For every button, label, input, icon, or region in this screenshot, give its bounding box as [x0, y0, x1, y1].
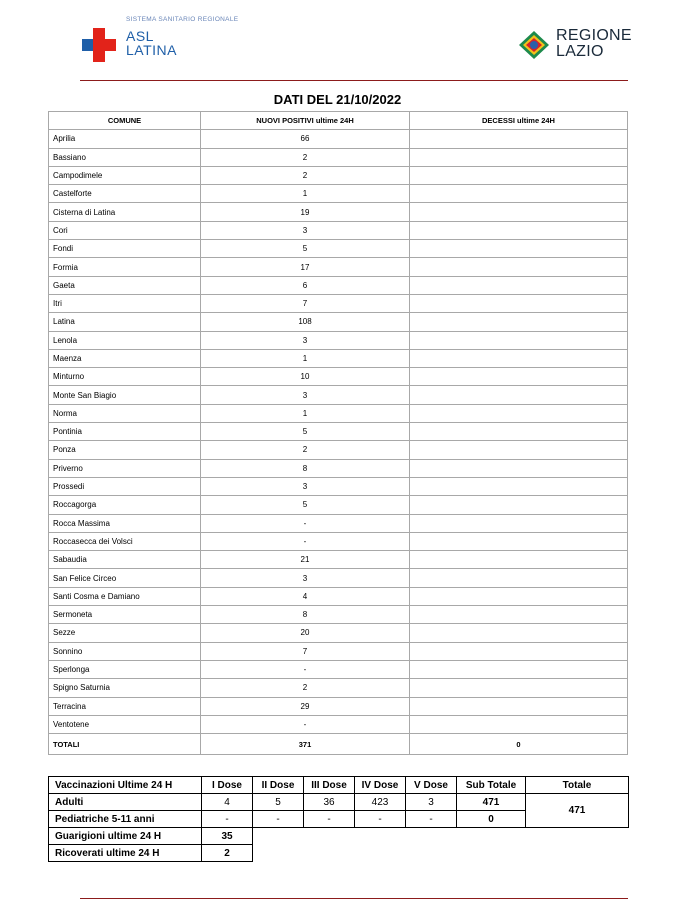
vax-adulti-dose1: 4	[202, 794, 253, 811]
positivi-cell: -	[201, 532, 410, 550]
table-row	[49, 477, 628, 495]
positivi-cell: 20	[201, 624, 410, 642]
guarigioni-label: Guarigioni ultime 24 H	[49, 828, 202, 845]
decessi-cell	[410, 587, 628, 605]
vax-header-dose1: I Dose	[202, 777, 253, 794]
positivi-cell: 1	[201, 404, 410, 422]
comune-cell: Fondi	[49, 240, 201, 258]
decessi-cell	[410, 130, 628, 148]
page-title: DATI DEL 21/10/2022	[273, 92, 402, 107]
vax-pediatriche-dose1: -	[202, 811, 253, 828]
vax-adulti-dose4: 423	[355, 794, 406, 811]
comune-cell: Roccagorga	[49, 496, 201, 514]
comune-cell: Itri	[49, 294, 201, 312]
positivi-cell: 7	[201, 642, 410, 660]
decessi-cell	[410, 258, 628, 276]
vax-pediatriche-dose2: -	[253, 811, 304, 828]
vax-header-dose5: V Dose	[406, 777, 457, 794]
lazio-emblem-icon	[518, 30, 550, 60]
table-row	[49, 404, 628, 422]
comune-cell: Gaeta	[49, 276, 201, 294]
table-row	[49, 148, 628, 166]
decessi-cell	[410, 532, 628, 550]
table-row	[49, 660, 628, 678]
table-row	[49, 130, 628, 148]
vax-adulti-label: Adulti	[49, 794, 202, 811]
decessi-cell	[410, 294, 628, 312]
comune-cell: Spigno Saturnia	[49, 679, 201, 697]
table-row	[49, 349, 628, 367]
table-row	[49, 587, 628, 605]
positivi-cell: 8	[201, 606, 410, 624]
comune-cell: Sperlonga	[49, 660, 201, 678]
table-row	[49, 386, 628, 404]
decessi-cell	[410, 477, 628, 495]
comune-cell: Maenza	[49, 349, 201, 367]
positivi-cell: 21	[201, 551, 410, 569]
decessi-cell	[410, 148, 628, 166]
comune-cell: San Felice Circeo	[49, 569, 201, 587]
positivi-table-body	[49, 130, 628, 755]
positivi-cell: 6	[201, 276, 410, 294]
page-header	[0, 0, 680, 82]
comune-cell: Ventotene	[49, 715, 201, 733]
asl-latina-logo	[82, 14, 282, 64]
decessi-cell	[410, 679, 628, 697]
decessi-cell	[410, 203, 628, 221]
blank-cell	[253, 845, 629, 862]
positivi-cell: 3	[201, 221, 410, 239]
positivi-cell: -	[201, 514, 410, 532]
positivi-cell: 2	[201, 148, 410, 166]
positivi-cell: 29	[201, 697, 410, 715]
totals-label: TOTALI	[49, 734, 201, 755]
table-row	[49, 606, 628, 624]
ricoverati-row	[49, 845, 629, 862]
comune-cell: Cisterna di Latina	[49, 203, 201, 221]
positivi-cell: 2	[201, 679, 410, 697]
table-row	[49, 697, 628, 715]
vax-totale: 471	[526, 794, 629, 828]
header-divider	[80, 80, 628, 81]
decessi-cell	[410, 276, 628, 294]
comune-cell: Prossedi	[49, 477, 201, 495]
decessi-cell	[410, 715, 628, 733]
table-row	[49, 203, 628, 221]
decessi-cell	[410, 221, 628, 239]
decessi-cell	[410, 660, 628, 678]
guarigioni-value: 35	[202, 828, 253, 845]
comune-cell: Cori	[49, 221, 201, 239]
asl-system-label: SISTEMA SANITARIO REGIONALE	[126, 16, 239, 23]
comune-cell: Formia	[49, 258, 201, 276]
comune-cell: Santi Cosma e Damiano	[49, 587, 201, 605]
table-row	[49, 294, 628, 312]
decessi-cell	[410, 368, 628, 386]
decessi-cell	[410, 569, 628, 587]
region-name-line2: LAZIO	[556, 43, 604, 60]
table-header-row	[49, 112, 628, 130]
positivi-cell: 1	[201, 349, 410, 367]
asl-name-line1: ASL	[126, 28, 154, 44]
table-row	[49, 532, 628, 550]
positivi-cell: -	[201, 660, 410, 678]
positivi-cell: 108	[201, 313, 410, 331]
table-row	[49, 166, 628, 184]
comune-cell: Sezze	[49, 624, 201, 642]
decessi-cell	[410, 331, 628, 349]
comune-cell: Bassiano	[49, 148, 201, 166]
table-row	[49, 331, 628, 349]
positivi-cell: 8	[201, 459, 410, 477]
positivi-cell: 3	[201, 569, 410, 587]
positivi-cell: 3	[201, 331, 410, 349]
table-row	[49, 679, 628, 697]
vax-header-totale: Totale	[526, 777, 629, 794]
comune-cell: Sonnino	[49, 642, 201, 660]
totals-row	[49, 734, 628, 755]
vax-header-dose3: III Dose	[304, 777, 355, 794]
table-row	[49, 496, 628, 514]
positivi-cell: 5	[201, 496, 410, 514]
vax-adulti-subtotale: 471	[457, 794, 526, 811]
positivi-cell: 10	[201, 368, 410, 386]
positivi-cell: 17	[201, 258, 410, 276]
decessi-cell	[410, 441, 628, 459]
regione-lazio-logo	[518, 28, 638, 64]
vax-header-dose2: II Dose	[253, 777, 304, 794]
decessi-cell	[410, 606, 628, 624]
decessi-cell	[410, 404, 628, 422]
positivi-cell: 7	[201, 294, 410, 312]
vax-pediatriche-dose3: -	[304, 811, 355, 828]
totals-decessi: 0	[410, 734, 628, 755]
comune-cell: Rocca Massima	[49, 514, 201, 532]
comune-cell: Latina	[49, 313, 201, 331]
comune-cell: Terracina	[49, 697, 201, 715]
positivi-cell: 3	[201, 386, 410, 404]
comune-cell: Norma	[49, 404, 201, 422]
decessi-cell	[410, 642, 628, 660]
decessi-cell	[410, 697, 628, 715]
header-comune: COMUNE	[49, 112, 201, 130]
comune-cell: Minturno	[49, 368, 201, 386]
decessi-cell	[410, 386, 628, 404]
positivi-cell: 2	[201, 441, 410, 459]
decessi-cell	[410, 313, 628, 331]
comune-cell: Lenola	[49, 331, 201, 349]
vax-adulti-dose5: 3	[406, 794, 457, 811]
comune-cell: Castelforte	[49, 185, 201, 203]
positivi-cell: 1	[201, 185, 410, 203]
positivi-cell: 19	[201, 203, 410, 221]
guarigioni-row	[49, 828, 629, 845]
decessi-cell	[410, 624, 628, 642]
table-row	[49, 276, 628, 294]
decessi-cell	[410, 240, 628, 258]
header-positivi: NUOVI POSITIVI ultime 24H	[201, 112, 410, 130]
table-row	[49, 258, 628, 276]
comune-cell: Sabaudia	[49, 551, 201, 569]
asl-name	[126, 29, 177, 57]
comune-cell: Monte San Biagio	[49, 386, 201, 404]
region-name-line1: REGIONE	[556, 27, 632, 44]
vax-row-adulti	[49, 794, 629, 811]
decessi-cell	[410, 551, 628, 569]
decessi-cell	[410, 423, 628, 441]
comune-cell: Priverno	[49, 459, 201, 477]
positivi-cell: 5	[201, 423, 410, 441]
positivi-cell: 4	[201, 587, 410, 605]
vax-header-subtotale: Sub Totale	[457, 777, 526, 794]
vax-header-label: Vaccinazioni Ultime 24 H	[49, 777, 202, 794]
table-row	[49, 240, 628, 258]
positivi-cell: 66	[201, 130, 410, 148]
table-row	[49, 642, 628, 660]
blank-cell	[253, 828, 629, 845]
red-cross-icon	[82, 28, 116, 62]
decessi-cell	[410, 496, 628, 514]
footer-divider	[80, 898, 628, 899]
comune-cell: Pontinia	[49, 423, 201, 441]
decessi-cell	[410, 459, 628, 477]
positivi-cell: -	[201, 715, 410, 733]
decessi-cell	[410, 166, 628, 184]
comune-cell: Campodimele	[49, 166, 201, 184]
vax-pediatriche-dose5: -	[406, 811, 457, 828]
decessi-cell	[410, 185, 628, 203]
positivi-cell: 5	[201, 240, 410, 258]
vax-header-row	[49, 777, 629, 794]
table-row	[49, 368, 628, 386]
ricoverati-label: Ricoverati ultime 24 H	[49, 845, 202, 862]
vax-adulti-dose3: 36	[304, 794, 355, 811]
table-row	[49, 514, 628, 532]
table-row	[49, 551, 628, 569]
table-row	[49, 185, 628, 203]
ricoverati-value: 2	[202, 845, 253, 862]
comune-cell: Sermoneta	[49, 606, 201, 624]
comune-cell: Ponza	[49, 441, 201, 459]
table-row	[49, 221, 628, 239]
decessi-cell	[410, 514, 628, 532]
decessi-cell	[410, 349, 628, 367]
vax-adulti-dose2: 5	[253, 794, 304, 811]
positivi-cell: 3	[201, 477, 410, 495]
comune-cell: Roccasecca dei Volsci	[49, 532, 201, 550]
table-row	[49, 624, 628, 642]
vaccinazioni-table	[48, 776, 629, 862]
vax-pediatriche-dose4: -	[355, 811, 406, 828]
table-row	[49, 459, 628, 477]
vax-pediatriche-subtotale: 0	[457, 811, 526, 828]
positivi-cell: 2	[201, 166, 410, 184]
region-name	[556, 28, 632, 60]
vax-pediatriche-label: Pediatriche 5-11 anni	[49, 811, 202, 828]
table-row	[49, 423, 628, 441]
table-row	[49, 313, 628, 331]
table-row	[49, 715, 628, 733]
asl-name-line2: LATINA	[126, 42, 177, 58]
vax-header-dose4: IV Dose	[355, 777, 406, 794]
comune-cell: Aprilia	[49, 130, 201, 148]
table-row	[49, 569, 628, 587]
header-decessi: DECESSI ultime 24H	[410, 112, 628, 130]
totals-positivi: 371	[201, 734, 410, 755]
positivi-table	[48, 111, 628, 755]
table-row	[49, 441, 628, 459]
